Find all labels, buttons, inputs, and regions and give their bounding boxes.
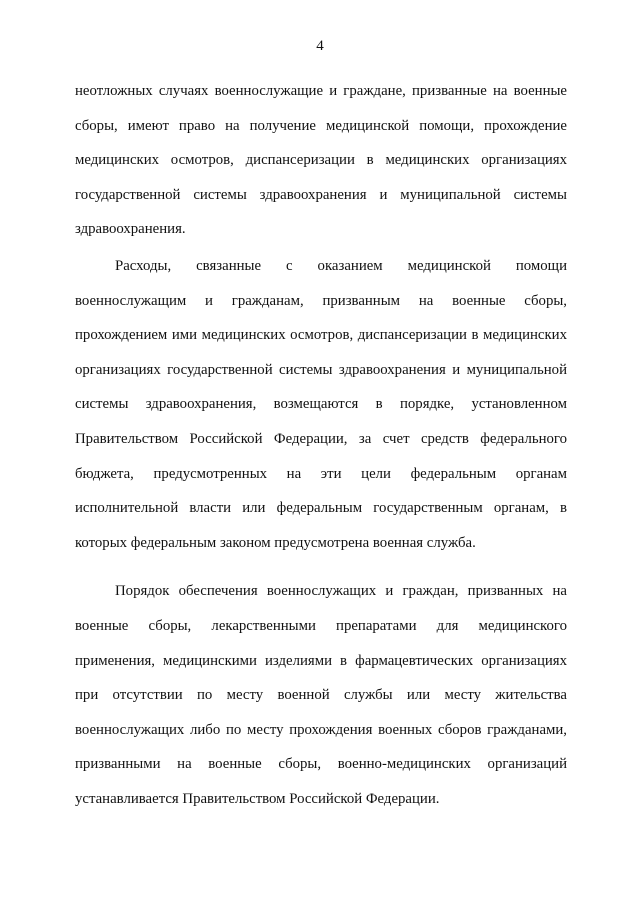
page-number: 4 bbox=[316, 38, 324, 54]
paragraph-procedure: Порядок обеспечения военнослужащих и граждан, призванных на военные сборы, лекарственными препаратами для медицинского применения, медицинскими изделиями в фармацевтических организациях при отсутствии по месту военной службы или месту жительства военнослужащих либо по месту прохождения военных сборов гражданами, призванными на военные сборы, военно-медицинских организаций устанавливается Правительством Российской Федерации. bbox=[75, 583, 567, 807]
paragraph-expenses: Расходы, связанные с оказанием медицинской помощи военнослужащим и гражданам, призванным на военные сборы, прохождением ими медицинских осмотров, диспансеризации в медицинских организациях государственной системы здравоохранения и муниципальной системы здравоохранения, возмещаются в порядке, установленном Правительством Российской Федерации, за счет средств федерального бюджета, предусмотренных на эти цели федеральным органам исполнительной власти или федеральным государственным органам, в которых федеральным законом предусмотрена военная служба. bbox=[75, 257, 567, 551]
paragraph-continuation: неотложных случаях военнослужащие и граждане, призванные на военные сборы, имеют право на получение медицинской помощи, прохождение медицинских осмотров, диспансеризации в медицинских организациях государственной системы здравоохранения и муниципальной системы здравоохранения. bbox=[75, 83, 567, 238]
document-body bbox=[75, 74, 567, 816]
